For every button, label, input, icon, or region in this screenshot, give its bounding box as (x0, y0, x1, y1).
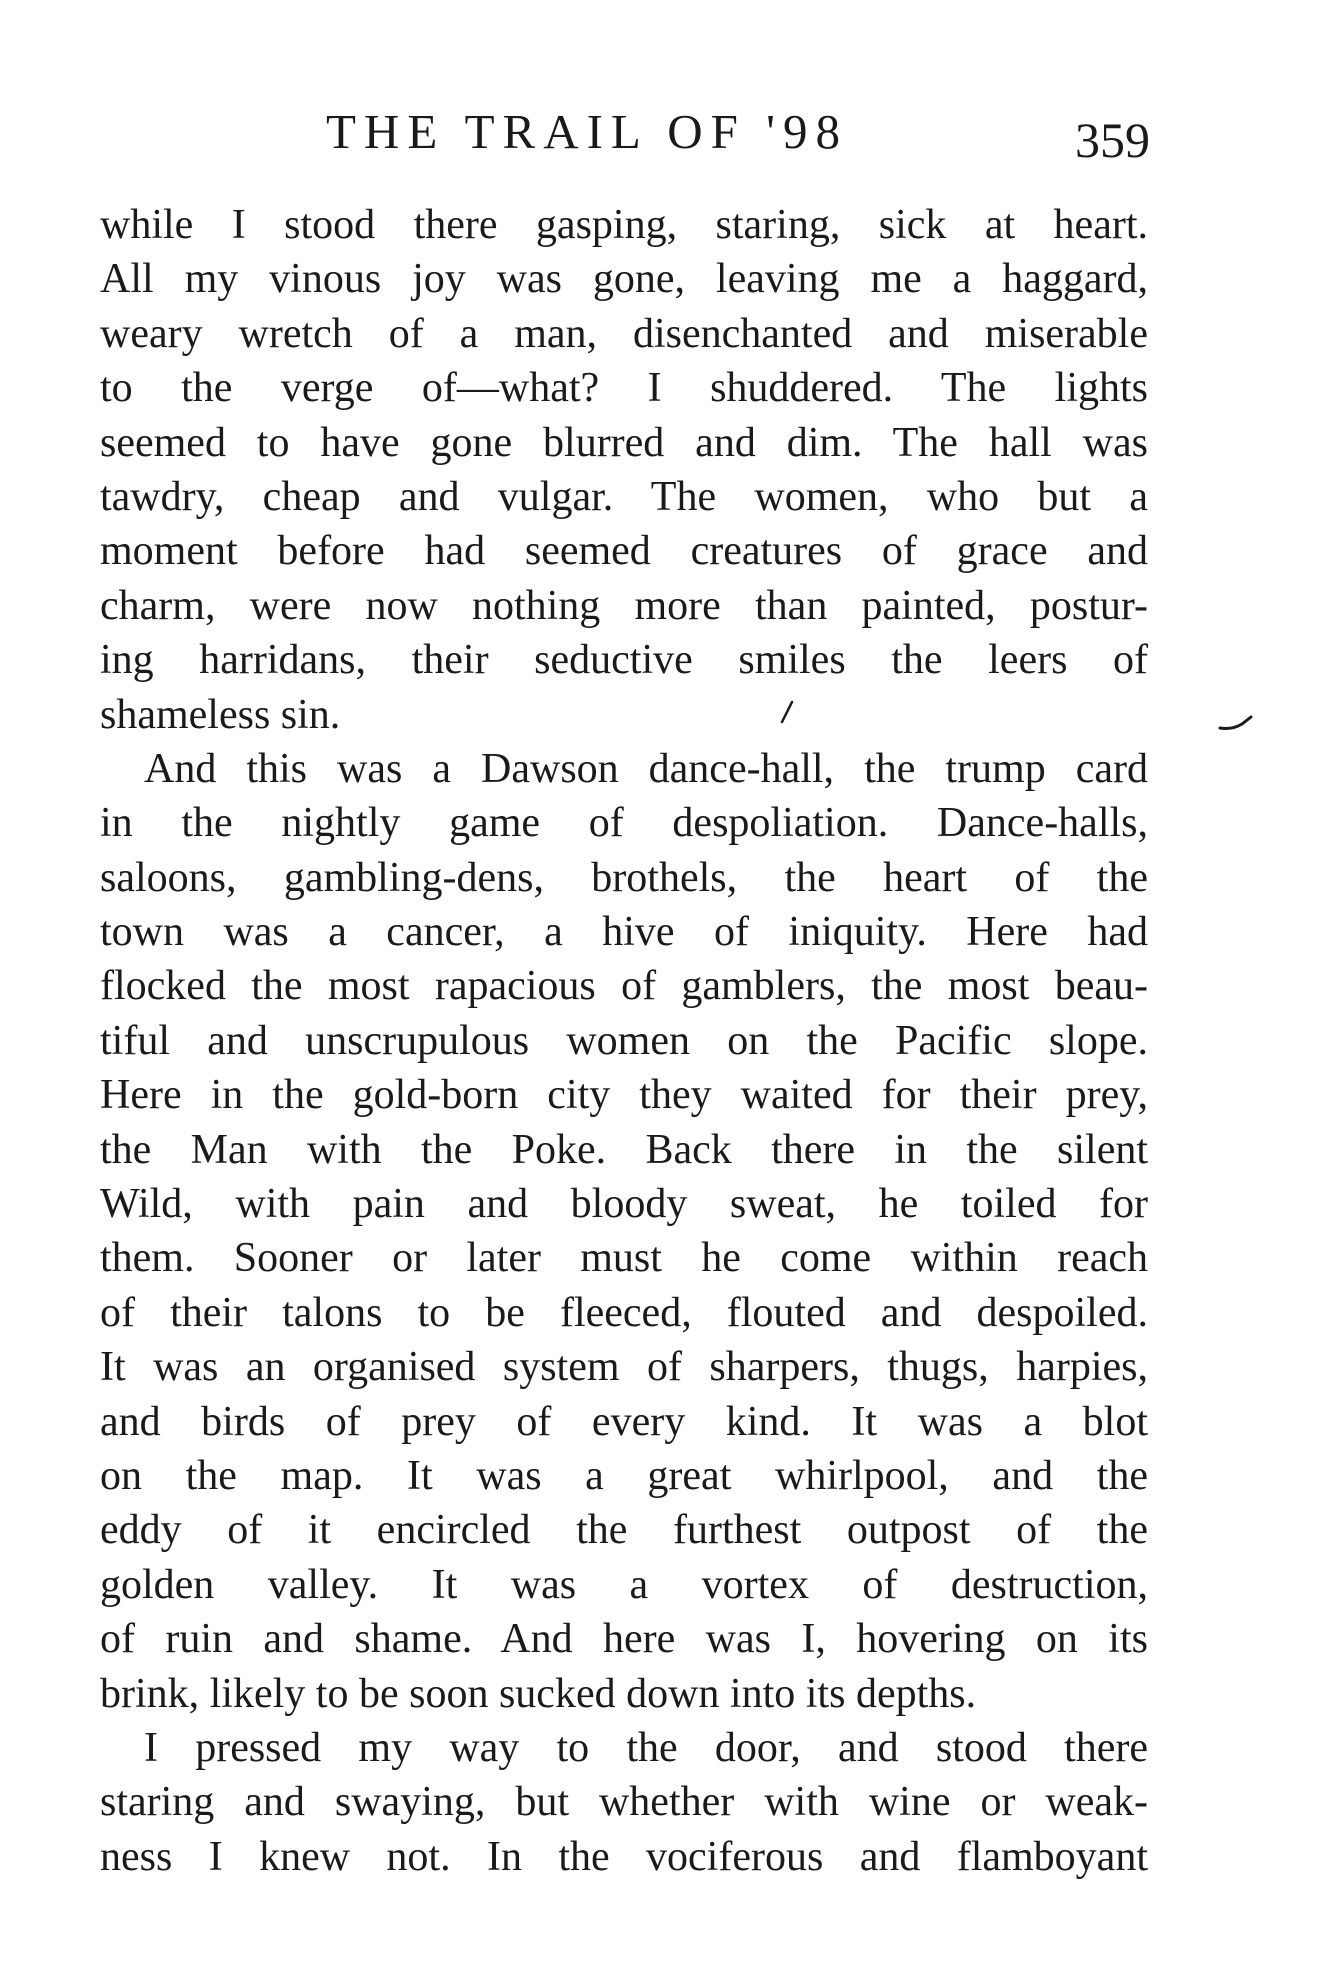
pencil-tick-icon (780, 700, 794, 724)
text-line: All my vinous joy was gone, leaving me a haggard, (100, 256, 1148, 303)
paragraph-start-line: I pressed my way to the door, and stood there (144, 1724, 1148, 1771)
paragraph-start-line: And this was a Dawson dance-hall, the trump card (144, 745, 1148, 792)
text-line: of their talons to be fleeced, flouted and despoiled. (100, 1289, 1148, 1336)
text-line: Wild, with pain and bloody sweat, he toiled for (100, 1181, 1148, 1228)
text-line: town was a cancer, a hive of iniquity. Here had (100, 909, 1148, 956)
page-number: 359 (1075, 112, 1150, 168)
text-line: staring and swaying, but whether with wine or weak- (100, 1779, 1148, 1826)
text-line: ness I knew not. In the vociferous and flamboyant (100, 1833, 1148, 1880)
text-line: charm, were now nothing more than painted, postur- (100, 582, 1148, 629)
running-title: THE TRAIL OF '98 (326, 104, 849, 159)
pencil-mark-icon (1218, 714, 1254, 732)
text-line: and birds of prey of every kind. It was a blot (100, 1398, 1148, 1445)
text-line: seemed to have gone blurred and dim. The hall was (100, 419, 1148, 466)
text-line: Here in the gold-born city they waited for their prey, (100, 1072, 1148, 1119)
text-line: weary wretch of a man, disenchanted and miserable (100, 310, 1148, 357)
text-line: of ruin and shame. And here was I, hovering on its (100, 1616, 1148, 1663)
text-line: while I stood there gasping, staring, sick at heart. (100, 202, 1148, 248)
text-line: moment before had seemed creatures of grace and (100, 528, 1148, 575)
text-line: to the verge of—what? I shuddered. The lights (100, 365, 1148, 412)
text-line: the Man with the Poke. Back there in the silent (100, 1126, 1148, 1173)
text-line: It was an organised system of sharpers, thugs, harpies, (100, 1344, 1148, 1391)
text-line: tiful and unscrupulous women on the Pacific slope. (100, 1017, 1148, 1064)
paragraph-end-line: shameless sin. (100, 691, 341, 738)
text-line: them. Sooner or later must he come within reach (100, 1235, 1148, 1282)
paragraph-end-line: brink, likely to be soon sucked down into its depths. (100, 1670, 977, 1717)
text-line: golden valley. It was a vortex of destruction, (100, 1561, 1148, 1608)
text-line: saloons, gambling-dens, brothels, the heart of the (100, 854, 1148, 901)
text-line: flocked the most rapacious of gamblers, the most beau- (100, 963, 1148, 1010)
text-line: eddy of it encircled the furthest outpost of the (100, 1507, 1148, 1554)
text-line: in the nightly game of despoliation. Dance-halls, (100, 800, 1148, 847)
text-line: on the map. It was a great whirlpool, and the (100, 1452, 1148, 1499)
text-line: tawdry, cheap and vulgar. The women, who but a (100, 473, 1148, 520)
body-text (100, 198, 1148, 1884)
text-line: ing harridans, their seductive smiles the leers of (100, 637, 1148, 684)
running-head (100, 102, 1150, 172)
